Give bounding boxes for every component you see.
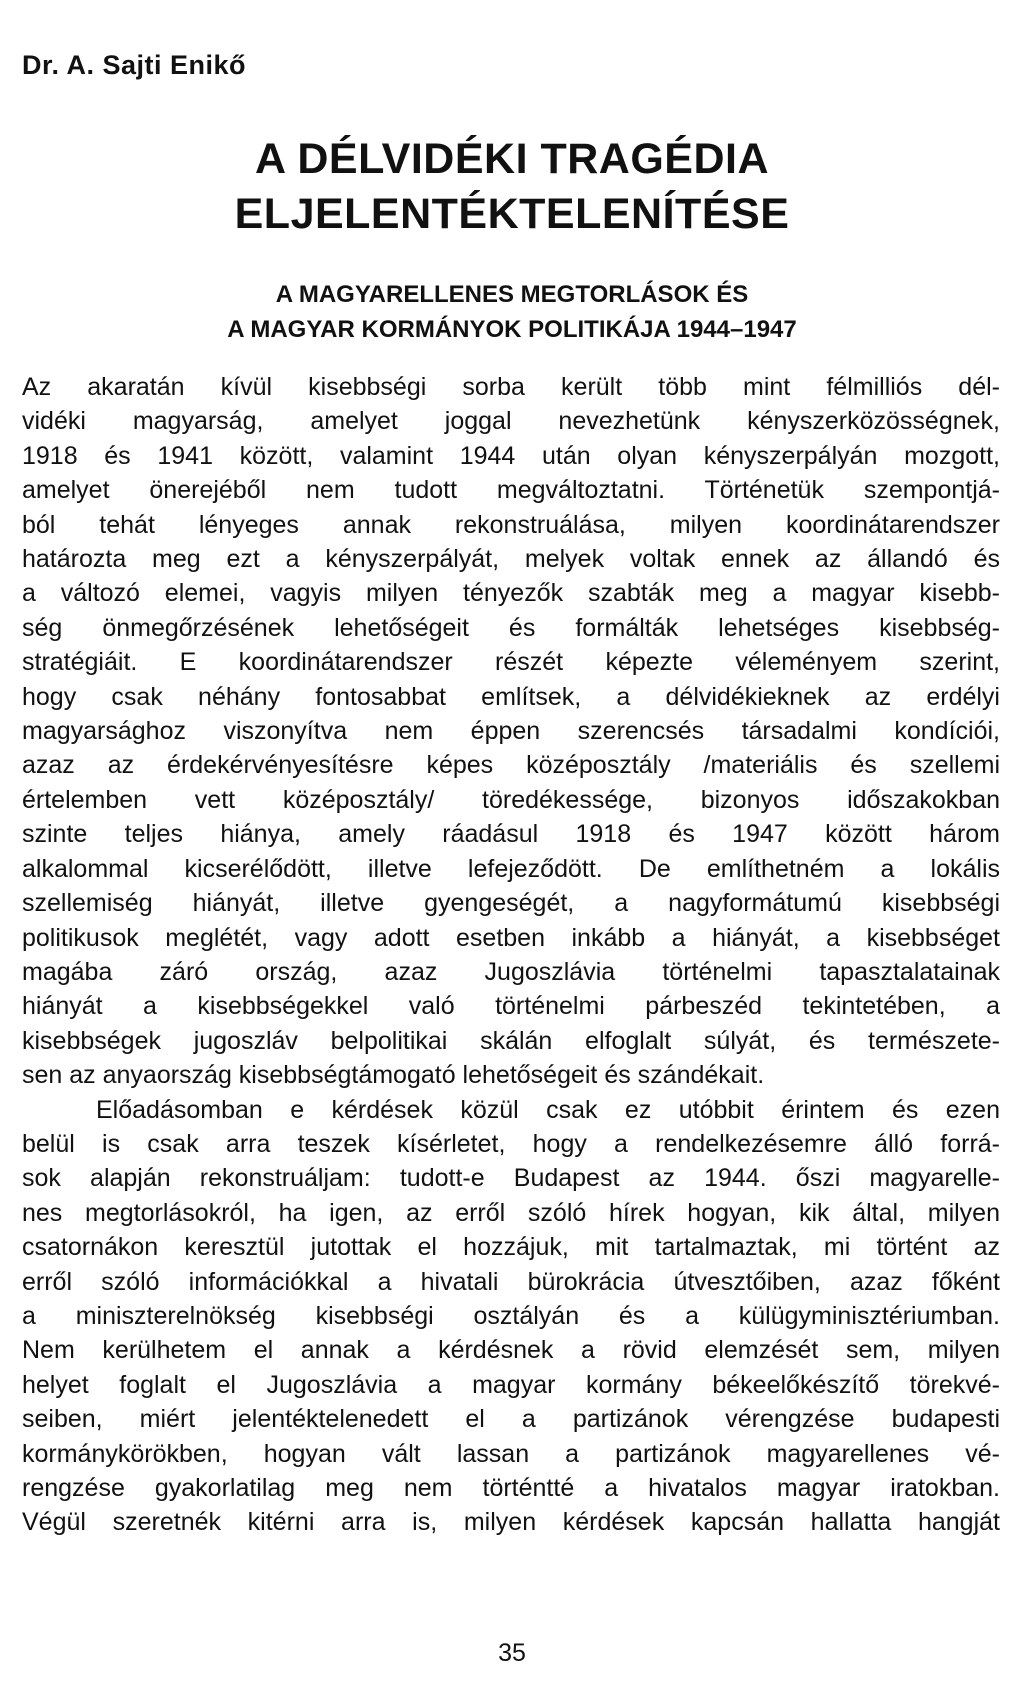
page-number: 35: [498, 1639, 526, 1667]
text-line: belül is csak arra teszek kísérletet, hogy a rendelkezésemre álló forrá-: [22, 1129, 1000, 1158]
text-line: rengzése gyakorlatilag meg nem történtté a hivatalos magyar iratokban.: [22, 1474, 1000, 1502]
text-line: kormánykörökben, hogyan vált lassan a partizánok magyarellenes vé-: [22, 1439, 1000, 1468]
author-name: Dr. A. Sajti Enikő: [22, 50, 247, 80]
text-line: 1918 és 1941 között, valamint 1944 után olyan kényszerpályán mozgott,: [22, 441, 1000, 470]
article-subtitle: [0, 277, 1024, 347]
text-line: helyet foglalt el Jugoszlávia a magyar kormány békeelőkészítő törekvé-: [22, 1370, 1000, 1399]
text-line: Végül szeretnék kitérni arra is, milyen kérdések kapcsán hallatta hangját: [22, 1508, 1000, 1537]
text-line: nes megtorlásokról, ha igen, az erről szóló hírek hogyan, kik által, milyen: [22, 1198, 1000, 1227]
text-line: kisebbségek jugoszláv belpolitikai skálán elfoglalt súlyát, és természete-: [22, 1026, 1000, 1055]
text-line: vidéki magyarság, amelyet joggal nevezhetünk kényszerközösségnek,: [22, 407, 1000, 436]
text-line: erről szóló információkkal a hivatali bürokrácia útvesztőiben, azaz főként: [22, 1267, 1000, 1296]
text-line: magyarsághoz viszonyítva nem éppen szerencsés társadalmi kondíciói,: [22, 717, 1000, 746]
text-line: Nem kerülhetem el annak a kérdésnek a rövid elemzését sem, milyen: [22, 1336, 1000, 1365]
text-line: a miniszterelnökség kisebbségi osztályán és a külügyminisztériumban.: [22, 1301, 1000, 1330]
text-line: hiányát a kisebbségekkel való történelmi párbeszéd tekintetében, a: [22, 992, 1000, 1021]
text-line: azaz az érdekérvényesítésre képes középosztály /materiális és szellemi: [22, 751, 1000, 780]
body-text: [22, 370, 1000, 1540]
text-line: seiben, miért jelentéktelenedett el a partizánok vérengzése budapesti: [22, 1405, 1000, 1434]
article-title: [0, 132, 1024, 242]
text-line: szellemiség hiányát, illetve gyengeségét, a nagyformátumú kisebbségi: [22, 889, 1000, 918]
text-line: szinte teljes hiánya, amely ráadásul 1918 és 1947 között három: [22, 820, 1000, 849]
text-line: értelemben vett középosztály/ töredékessége, bizonyos időszakokban: [22, 785, 1000, 814]
text-line: Az akaratán kívül kisebbségi sorba került több mint félmilliós dél-: [22, 373, 1000, 401]
text-line: ség önmegőrzésének lehetőségeit és formálták lehetséges kisebbség-: [22, 613, 1000, 642]
text-line: politikusok meglétét, vagy adott esetben inkább a hiányát, a kisebbséget: [22, 923, 1000, 952]
text-line: alkalommal kicserélődött, illetve lefejeződött. De említhetném a lokális: [22, 854, 1000, 883]
title-line: ELJELENTÉKTELENÍTÉSE: [234, 190, 790, 238]
text-line: amelyet önerejéből nem tudott megváltoztatni. Történetük szempontjá-: [22, 476, 1000, 505]
text-line: ból tehát lényeges annak rekonstruálása, milyen koordinátarendszer: [22, 510, 1000, 539]
subtitle-line: A MAGYARELLENES MEGTORLÁSOK ÉS: [275, 281, 749, 308]
text-line: sok alapján rekonstruáljam: tudott-e Budapest az 1944. őszi magyarelle-: [22, 1164, 1000, 1193]
title-line: A DÉLVIDÉKI TRAGÉDIA: [254, 135, 770, 183]
text-line: magába záró ország, azaz Jugoszlávia történelmi tapasztalatainak: [22, 957, 1000, 986]
text-line: hogy csak néhány fontosabbat említsek, a délvidékieknek az erdélyi: [22, 682, 1000, 711]
text-line: sen az anyaország kisebbségtámogató lehetőségeit és szándékait.: [22, 1061, 765, 1090]
text-line: stratégiáit. E koordinátarendszer részét képezte véleményem szerint,: [22, 648, 1000, 677]
subtitle-line: A MAGYAR KORMÁNYOK POLITIKÁJA 1944–1947: [227, 316, 797, 343]
text-line: csatornákon keresztül jutottak el hozzájuk, mit tartalmaztak, mi történt az: [22, 1233, 1000, 1262]
text-line: a változó elemei, vagyis milyen tényezők szabták meg a magyar kisebb-: [22, 579, 1000, 608]
text-line: határozta meg ezt a kényszerpályát, melyek voltak ennek az állandó és: [22, 545, 1000, 574]
text-line: Előadásomban e kérdések közül csak ez utóbbit érintem és ezen: [96, 1095, 1000, 1124]
